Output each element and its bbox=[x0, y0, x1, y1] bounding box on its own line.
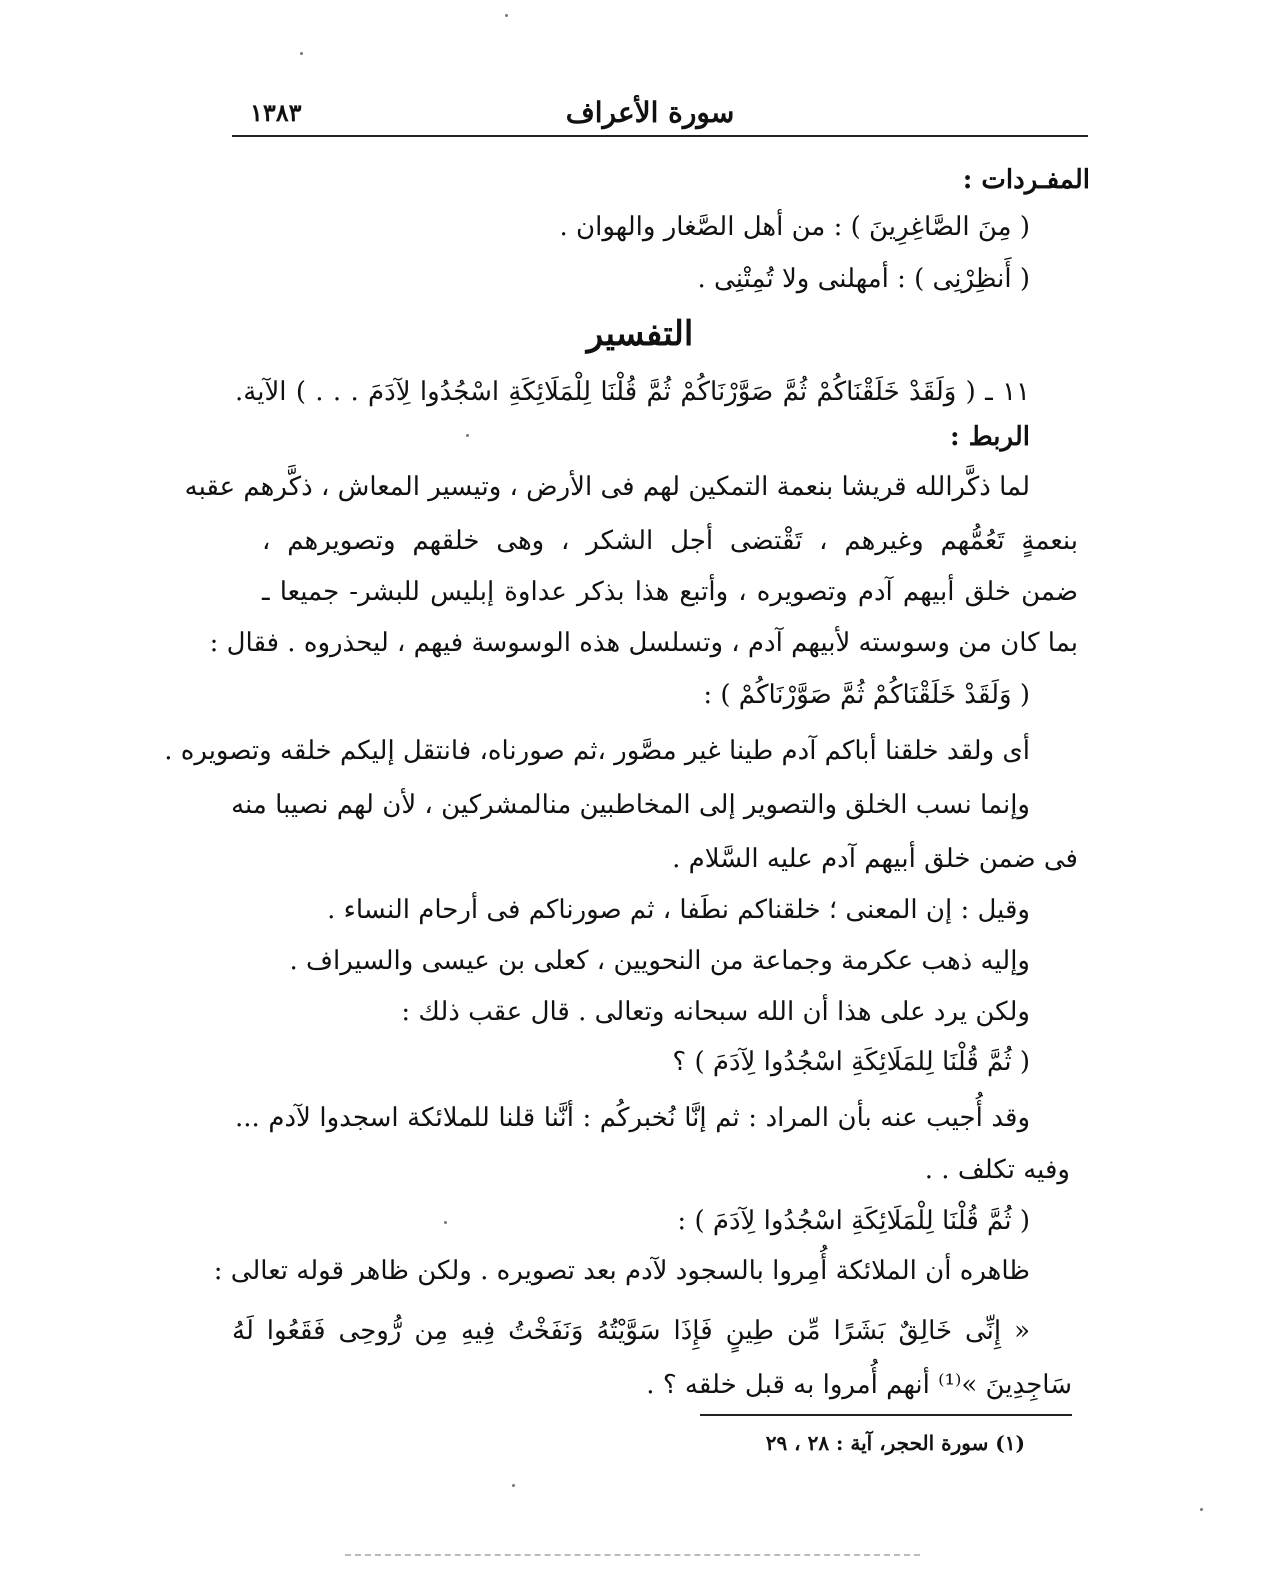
footnote-rule bbox=[700, 1414, 1072, 1416]
paragraph-line: ظاهره أن الملائكة أُمِروا بالسجود لآدم بعد تصويره . ولكن ظاهر قوله تعالى : bbox=[213, 1256, 1030, 1286]
page-number: ١٣٨٣ bbox=[250, 98, 302, 127]
paragraph-line: ضمن خلق أبيهم آدم وتصويره ، وأتبع هذا بذكر عداوة إبليس للبشر- جميعا ـ bbox=[262, 577, 1078, 607]
header-rule bbox=[232, 135, 1088, 137]
scan-speck bbox=[505, 14, 508, 17]
tafsir-heading: التفسير bbox=[586, 314, 694, 354]
paragraph-line: فى ضمن خلق أبيهم آدم عليه السَّلام . bbox=[672, 844, 1078, 874]
surah-title: سورة الأعراف bbox=[565, 96, 735, 129]
scan-speck bbox=[300, 52, 303, 55]
quran-quote: ( ثُمَّ قُلْنَا لِلْمَلَائِكَةِ اسْجُدُوا لِآدَمَ ) : bbox=[677, 1206, 1030, 1236]
scan-speck bbox=[444, 1221, 447, 1224]
vocab-item: ( أَنظِرْنِى ) : أمهلنى ولا تُمِتْنِى . bbox=[697, 264, 1030, 294]
quran-quote: « إِنِّى خَالِقٌ بَشَرًا مِّن طِينٍ فَإِذَا سَوَّيْتُهُ وَنَفَخْتُ فِيهِ مِن رُّوحِى فَقَعُوا لَهُ bbox=[232, 1316, 1030, 1346]
scan-speck bbox=[1200, 1508, 1203, 1511]
link-label: الربط : bbox=[949, 422, 1030, 452]
paragraph-line: بما كان من وسوسته لأبيهم آدم ، وتسلسل هذه الوسوسة فيهم ، ليحذروه . فقال : bbox=[209, 628, 1078, 658]
quran-quote: سَاجِدِينَ »⁽¹⁾ أنهم أُمروا به قبل خلقه ؟ . bbox=[646, 1370, 1072, 1400]
paragraph-line: وإليه ذهب عكرمة وجماعة من النحويين ، كعلى بن عيسى والسيراف . bbox=[289, 946, 1030, 976]
footnote: (١) سورة الحجر، آية : ٢٨ ، ٢٩ bbox=[765, 1431, 1025, 1455]
paragraph-line: وقيل : إن المعنى ؛ خلقناكم نطَفا ، ثم صورناكم فى أرحام النساء . bbox=[327, 895, 1030, 925]
verse-line: ١١ ـ ( وَلَقَدْ خَلَقْنَاكُمْ ثُمَّ صَوَّرْنَاكُمْ ثُمَّ قُلْنَا لِلْمَلَائِكَةِ اسْجُدُوا لِآدَمَ . . . ) الآية. bbox=[235, 377, 1030, 407]
vocab-heading: المفـردات : bbox=[962, 165, 1090, 195]
paragraph-line: وفيه تكلف . . bbox=[924, 1155, 1070, 1185]
quran-quote: ( ثُمَّ قُلْنَا لِلمَلَائِكَةِ اسْجُدُوا لِآدَمَ ) ؟ bbox=[672, 1047, 1030, 1077]
paragraph-line: لما ذكَّرالله قريشا بنعمة التمكين لهم فى الأرض ، وتيسير المعاش ، ذكَّرهم عقبه bbox=[184, 472, 1030, 502]
scan-speck bbox=[466, 434, 469, 437]
paragraph-line: وقد أُجيب عنه بأن المراد : ثم إنَّا نُخبركُم : أنَّنا قلنا للملائكة اسجدوا لآدم ... bbox=[235, 1103, 1030, 1133]
paragraph-line: أى ولقد خلقنا أباكم آدم طينا غير مصَّور ،ثم صورناه، فانتقل إليكم خلقه وتصويره . bbox=[164, 736, 1030, 766]
vocab-item: ( مِنَ الصَّاغِرِينَ ) : من أهل الصَّغار والهوان . bbox=[559, 212, 1030, 242]
paragraph-line: وإنما نسب الخلق والتصوير إلى المخاطبين منالمشركين ، لأن لهم نصيبا منه bbox=[231, 790, 1030, 820]
quran-quote: ( وَلَقَدْ خَلَقْنَاكُمْ ثُمَّ صَوَّرْنَاكُمْ ) : bbox=[703, 680, 1030, 710]
scan-artifact-line bbox=[345, 1554, 920, 1556]
scan-speck bbox=[512, 1484, 515, 1487]
paragraph-line: بنعمةٍ تَعُمُّهم وغيرهم ، تَقْتضى أجل الشكر ، وهى خلقهم وتصويرهم ، bbox=[262, 526, 1078, 556]
paragraph-line: ولكن يرد على هذا أن الله سبحانه وتعالى . قال عقب ذلك : bbox=[401, 997, 1030, 1027]
